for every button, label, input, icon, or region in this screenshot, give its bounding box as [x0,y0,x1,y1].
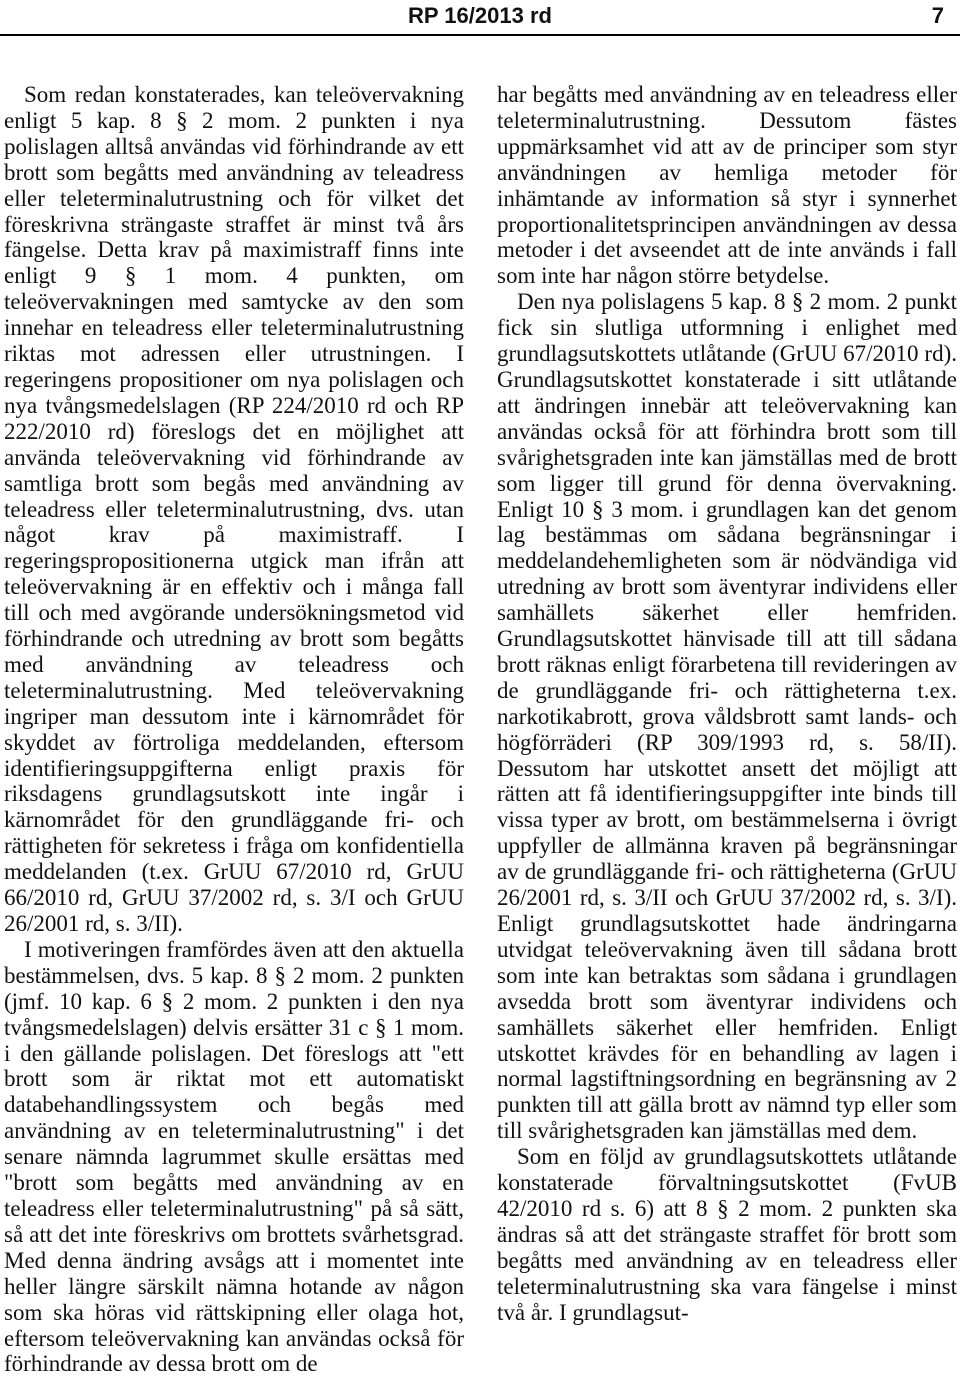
header-rule [0,34,960,36]
document-title: RP 16/2013 rd [408,3,552,28]
paragraph: I motiveringen framfördes även att den aktuella bestämmelsen, dvs. 5 kap. 8 § 2 mom. 2 punkten (jmf. 10 kap. 6 § 2 mom. 2 punkten i den nya tvångsmedelslagen) delvis ersätter 31 c § 1 mom. i den gällande polislagen. Det föreslogs att "ett brott som är riktat mot ett automatiskt databehandlingssystem och begås med användning av en teleterminalutrustning" i det senare nämnda lagrummet skulle ersättas med "brott som begåtts med användning av en teleadress eller teleterminalutrustning" på så sätt, så att det inte föreskrivs om brottets svårhetsgrad. Med denna ändring avsågs att i momentet inte heller längre särskilt nämna hotande av någon som ska höras vid rättskipning eller olaga hot, eftersom teleövervakning kan användas också för förhindrande av dessa brott om de [4,936,464,1377]
paragraph: Som en följd av grundlagsutskottets utlåtande konstaterade förvaltningsutskottet (FvUB 42/2010 rd s. 6) att 8 § 2 mom. 2 punkten ska ändras så att det strängaste straffet för brott som begåtts med användning av en teleadress eller teleterminalutrustning ska vara fängelse i minst två år. I grundlagsut- [497,1144,957,1325]
page-number: 7 [931,3,944,28]
running-header [0,0,960,40]
left-column [4,82,464,1394]
right-column [497,82,957,1394]
paragraph: har begåtts med användning av en teleadress eller teleterminalutrustning. Dessutom fästes uppmärksamhet vid att av de principer som styr användningen av hemliga metoder för inhämtande av information så styr i synnerhet proportionalitetsprincipen användningen av dessa metoder i det avseendet att de inte används i fall som inte har någon större betydelse. [497,82,957,289]
paragraph: Som redan konstaterades, kan teleövervakning enligt 5 kap. 8 § 2 mom. 2 punkten i nya polislagen alltså användas vid förhindrande av ett brott som begåtts med användning av teleadress eller teleterminalutrustning och för vilket det föreskrivna strängaste straffet är minst två års fängelse. Detta krav på maximistraff finns inte enligt 9 § 1 mom. 4 punkten, om teleövervakningen med samtycke av den som innehar en teleadress eller teleterminalutrustning riktas mot adressen eller utrustningen. I regeringens propositioner om nya polislagen och nya tvångsmedelslagen (RP 224/2010 rd och RP 222/2010 rd) föreslogs det en möjlighet att använda teleövervakning vid förhindrande av samtliga brott som begås med användning av teleadress eller teleterminalutrustning, dvs. utan något krav på maximistraff. I regeringspropositionerna utgick man ifrån att teleövervakning är en effektiv och i många fall till och med avgörande undersökningsmetod vid förhindrande och utredning av brott som begåtts med användning av teleadress och teleterminalutrustning. Med teleövervakning ingriper man dessutom inte i kärnområdet för skyddet av förtroliga meddelanden, eftersom identifieringsuppgifterna enligt praxis för riksdagens grundlagsutskott inte ingår i kärnområdet för den grundläggande fri- och rättigheten för sekretess i fråga om konfidentiella meddelanden (t.ex. GrUU 67/2010 rd, GrUU 66/2010 rd, GrUU 37/2002 rd, s. 3/I och GrUU 26/2001 rd, s. 3/II). [4,82,464,936]
paragraph: Den nya polislagens 5 kap. 8 § 2 mom. 2 punkt fick sin slutliga utformning i enlighet med grundlagsutskottets utlåtande (GrUU 67/2010 rd). Grundlagsutskottet konstaterade i sitt utlåtande att ändringen innebär att teleövervakning kan användas också för att förhindra brott som till svårighetsgraden inte kan jämställas med de brott som ligger till grund för denna övervakning. Enligt 10 § 3 mom. i grundlagen kan det genom lag bestämmas om sådana begränsningar i meddelandehemligheten som är nödvändiga vid utredning av brott som äventyrar individens eller samhällets säkerhet eller hemfriden. Grundlagsutskottet hänvisade till att till sådana brott räknas enligt förarbetena till revideringen av de grundläggande fri- och rättigheterna t.ex. narkotikabrott, grova våldsbrott samt lands- och högförräderi (RP 309/1993 rd, s. 58/II). Dessutom har utskottet ansett det möjligt att rätten att få identifieringsuppgifter inte binds till vissa typer av brott, om bestämmelserna i övrigt uppfyller de allmänna kraven på begränsningar av de grundläggande fri- och rättigheterna (GrUU 26/2001 rd, s. 3/II och GrUU 37/2002 rd, s. 3/I). Enligt grundlagsutskottet hade ändringarna utvidgat teleövervakning även till sådana brott som inte kan betraktas som sådana i grundlagen avsedda brott som äventyrar individens och samhällets säkerhet eller hemfriden. Enligt utskottet krävdes för en behandling av lagen i normal lagstiftningsordning en begränsning av 2 punkten till att gälla brott av nämnd typ eller som till svårighetsgraden kan jämställas med dem. [497,289,957,1144]
